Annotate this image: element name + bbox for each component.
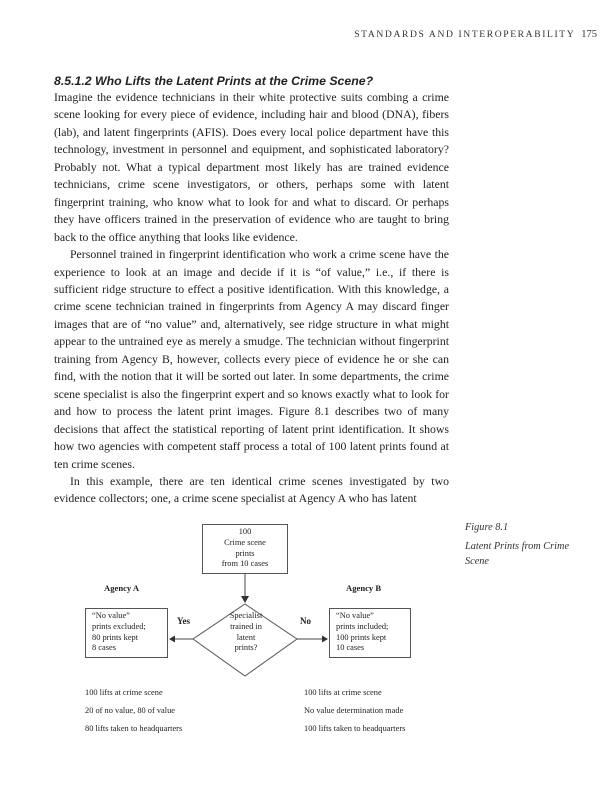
box-line: 100 — [238, 527, 252, 536]
decision-line: Specialist — [229, 611, 263, 620]
agency-a-result-box — [85, 608, 168, 658]
agency-b-result-box — [329, 608, 411, 658]
box-line: 100 prints kept — [336, 632, 387, 642]
figure-title: Latent Prints from Crime Scene — [465, 541, 570, 567]
page-number: 175 — [581, 29, 597, 40]
agency-b-summary — [304, 684, 405, 738]
box-line: “No value” — [92, 611, 130, 620]
box-line: Crime scene — [224, 537, 266, 547]
decision-line: latent — [236, 632, 256, 642]
summary-line: 100 lifts at crime scene — [85, 688, 163, 697]
crime-scene-prints-box — [202, 524, 288, 574]
summary-line: 100 lifts at crime scene — [304, 688, 382, 697]
running-head-title: STANDARDS AND INTEROPERABILITY — [354, 29, 576, 40]
agency-a-summary — [85, 684, 182, 738]
summary-line: 100 lifts taken to headquarters — [304, 724, 406, 733]
arrowhead-left — [169, 636, 175, 643]
agency-b-label: Agency B — [346, 583, 382, 593]
decision-label — [218, 611, 274, 654]
paragraph-2: Personnel trained in fingerprint identification who work a crime scene have the experience to look at an image and decide if it is “of value,” i.e., if there is sufficient ridge structure to effect a positive identification. With this knowledge, a crime scene technician trained in fingerprints from Agency A may discard finger images that are of “no value” and, alternatively, see ridge structure in what might appear to the untrained eye as merely a smudge. The technician without fingerprint training from Agency B, however, collects every piece of evidence he or she can find, with the notion that it will be sorted out later. In some departments, the crime scene specialist is also the fingerprint expert and so knows exactly what to look for and how to process the latent print images. Figure 8.1 describes two of many decisions that affect the statistical reporting of latent print identification. It shows how two agencies with competent staff process a total of 100 latent prints found at ten crime scenes. — [54, 247, 449, 471]
arrowhead-down — [241, 596, 249, 603]
box-line: 80 prints kept — [92, 632, 139, 642]
box-line: prints excluded; — [92, 621, 146, 631]
decision-line: prints? — [234, 643, 258, 653]
box-line: from 10 cases — [221, 559, 269, 569]
decision-line: trained in — [230, 621, 262, 631]
box-line: “No value” — [336, 611, 374, 620]
summary-line: 20 of no value, 80 of value — [85, 706, 176, 715]
yes-label: Yes — [177, 616, 190, 626]
box-line: 10 cases — [336, 643, 365, 653]
box-line: prints — [235, 548, 255, 558]
paragraph-1: Imagine the evidence technicians in their white protective suits combing a crime scene looking for every piece of evidence, including hair and blood (DNA), fibers (lab), and latent fingerprints (AFIS). Does every local police department have this technology, investment in personnel and equipment, and sophisticated laboratory? Probably not. What a typical department most likely has are trained evidence technicians, crime scene investigators, or others, perhaps some with latent fingerprint training, who know what to look for and what to discard. Or perhaps they have officers trained in the preservation of evidence who are taught to bring back to the office anything that looks like evidence. — [54, 90, 449, 244]
box-line: 8 cases — [92, 643, 116, 653]
summary-line: No value determination made — [304, 706, 404, 715]
arrowhead-right — [322, 636, 328, 643]
summary-line: 80 lifts taken to headquarters — [85, 724, 183, 733]
figure-number: Figure 8.1 — [465, 522, 509, 533]
paragraph-3: In this example, there are ten identical crime scenes investigated by two evidence collectors; one, a crime scene specialist at Agency A who has latent — [54, 473, 449, 506]
section-heading: 8.5.1.2 Who Lifts the Latent Prints at the Crime Scene? — [54, 74, 374, 88]
no-label: No — [300, 616, 311, 626]
box-line: prints included; — [336, 621, 389, 631]
agency-a-label: Agency A — [104, 583, 140, 593]
